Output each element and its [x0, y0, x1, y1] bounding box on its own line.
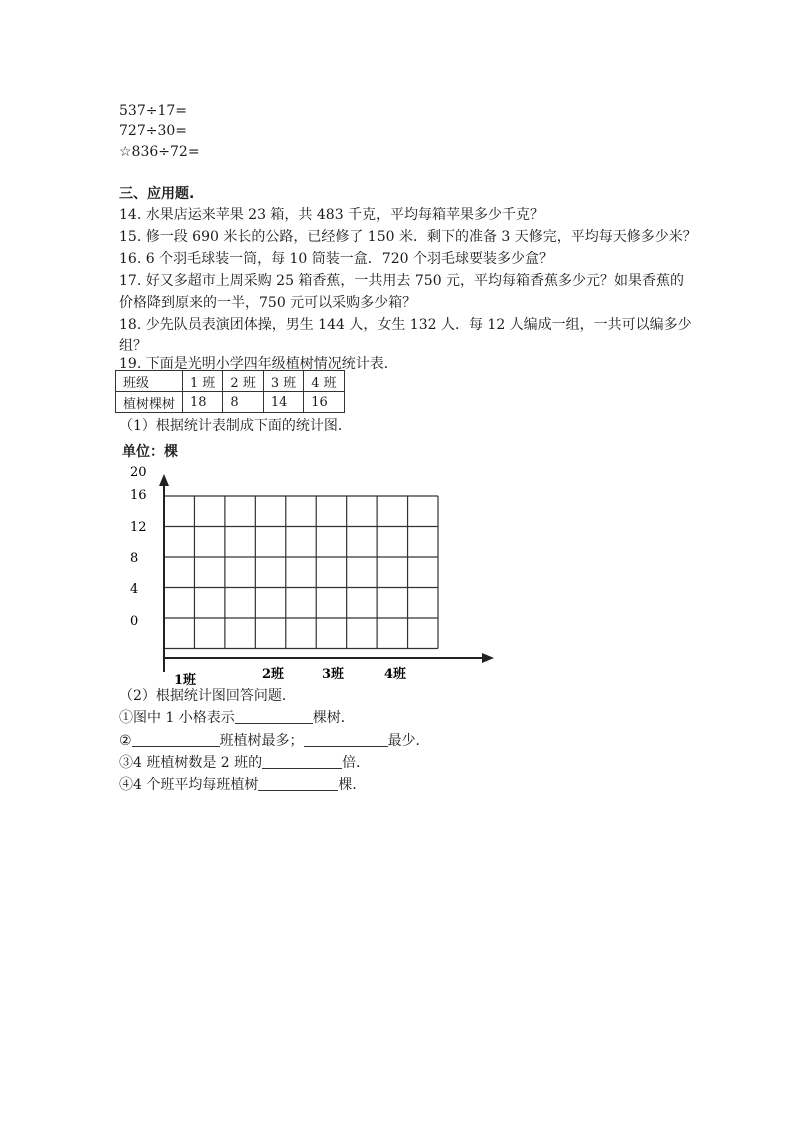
question-1: [119, 708, 355, 728]
section-title: 三、应用题.: [119, 186, 195, 202]
question-number: ②: [119, 733, 132, 749]
question-text: 最少．: [387, 733, 430, 749]
tick-labels: [130, 465, 407, 688]
answer-blank[interactable]: [132, 732, 220, 747]
question-number: ③: [119, 755, 133, 771]
question-text: 棵．: [338, 777, 367, 793]
table-cell: 18: [183, 392, 223, 413]
problem-18-line-1: 18. 少先队员表演团体操，男生 144 人，女生 132 人．每 12 人编成一组，一共可以编多少: [119, 317, 692, 333]
table-header-cell: 1 班: [183, 371, 223, 392]
question-text: 棵树．: [312, 710, 355, 726]
problem-16: 16. 6 个羽毛球装一筒，每 10 筒装一盒．720 个羽毛球要装多少盒？: [119, 251, 553, 267]
y-tick-label: 4: [130, 582, 139, 597]
question-2: [119, 731, 430, 751]
question-text: 4 个班平均每班植树: [133, 777, 259, 793]
part-2-instruction: （2）根据统计图回答问题．: [119, 688, 296, 704]
question-number: ①: [119, 710, 133, 726]
unit-label: 单位：棵: [122, 444, 178, 460]
table-header-cell: 班级: [116, 371, 183, 392]
x-tick-label: 3班: [322, 667, 345, 682]
answer-blank[interactable]: [304, 732, 388, 747]
problem-17-line-1: 17. 好又多超市上周采购 25 箱香蕉，一共用去 750 元，平均每箱香蕉多少元？如果香蕉的: [119, 273, 685, 289]
y-tick-label: 12: [130, 520, 147, 535]
table-row-label: 植树棵树: [116, 392, 183, 413]
question-text: 图中 1 小格表示: [133, 710, 235, 726]
answer-blank[interactable]: [258, 776, 338, 791]
table-header-cell: 2 班: [223, 371, 263, 392]
problem-19: 19. 下面是光明小学四年级植树情况统计表．: [119, 356, 398, 372]
problem-18-line-2: 组？: [119, 338, 147, 354]
part-1-instruction: （1）根据统计表制成下面的统计图．: [119, 418, 352, 434]
table-cell: 8: [223, 392, 263, 413]
grid-lines: [164, 496, 438, 649]
x-tick-label: 4班: [384, 667, 407, 682]
table-cell: 16: [304, 392, 344, 413]
table-header-cell: 3 班: [263, 371, 303, 392]
question-text: 班植树最多；: [219, 733, 304, 749]
table-header-cell: 4 班: [304, 371, 344, 392]
table-cell: 14: [263, 392, 303, 413]
question-text: 4 班植树数是 2 班的: [133, 755, 263, 771]
y-tick-label: 20: [130, 465, 147, 480]
y-tick-label: 0: [130, 614, 139, 629]
problem-17-line-2: 价格降到原来的一半，750 元可以采购多少箱？: [119, 295, 417, 311]
answer-blank[interactable]: [262, 754, 342, 769]
calc-item-3: ☆836÷72=: [119, 144, 200, 160]
y-tick-label: 16: [130, 488, 147, 503]
x-tick-label: 1班: [174, 673, 197, 688]
y-axis-arrow-icon: [159, 474, 169, 486]
x-axis-arrow-icon: [482, 653, 494, 663]
answer-blank[interactable]: [235, 709, 313, 724]
problem-15: 15. 修一段 690 米长的公路，已经修了 150 米．剩下的准备 3 天修完，平均每天修多少米？: [119, 229, 697, 245]
question-4: [119, 775, 366, 795]
problem-14: 14. 水果店运来苹果 23 箱，共 483 千克，平均每箱苹果多少千克？: [119, 207, 545, 223]
calc-item-2: 727÷30=: [119, 123, 187, 139]
y-tick-label: 8: [130, 551, 139, 566]
x-tick-label: 2班: [262, 667, 285, 682]
question-text: 倍．: [342, 755, 371, 771]
question-3: [119, 753, 370, 773]
calc-item-1: 537÷17=: [119, 103, 187, 119]
question-number: ④: [119, 777, 133, 793]
